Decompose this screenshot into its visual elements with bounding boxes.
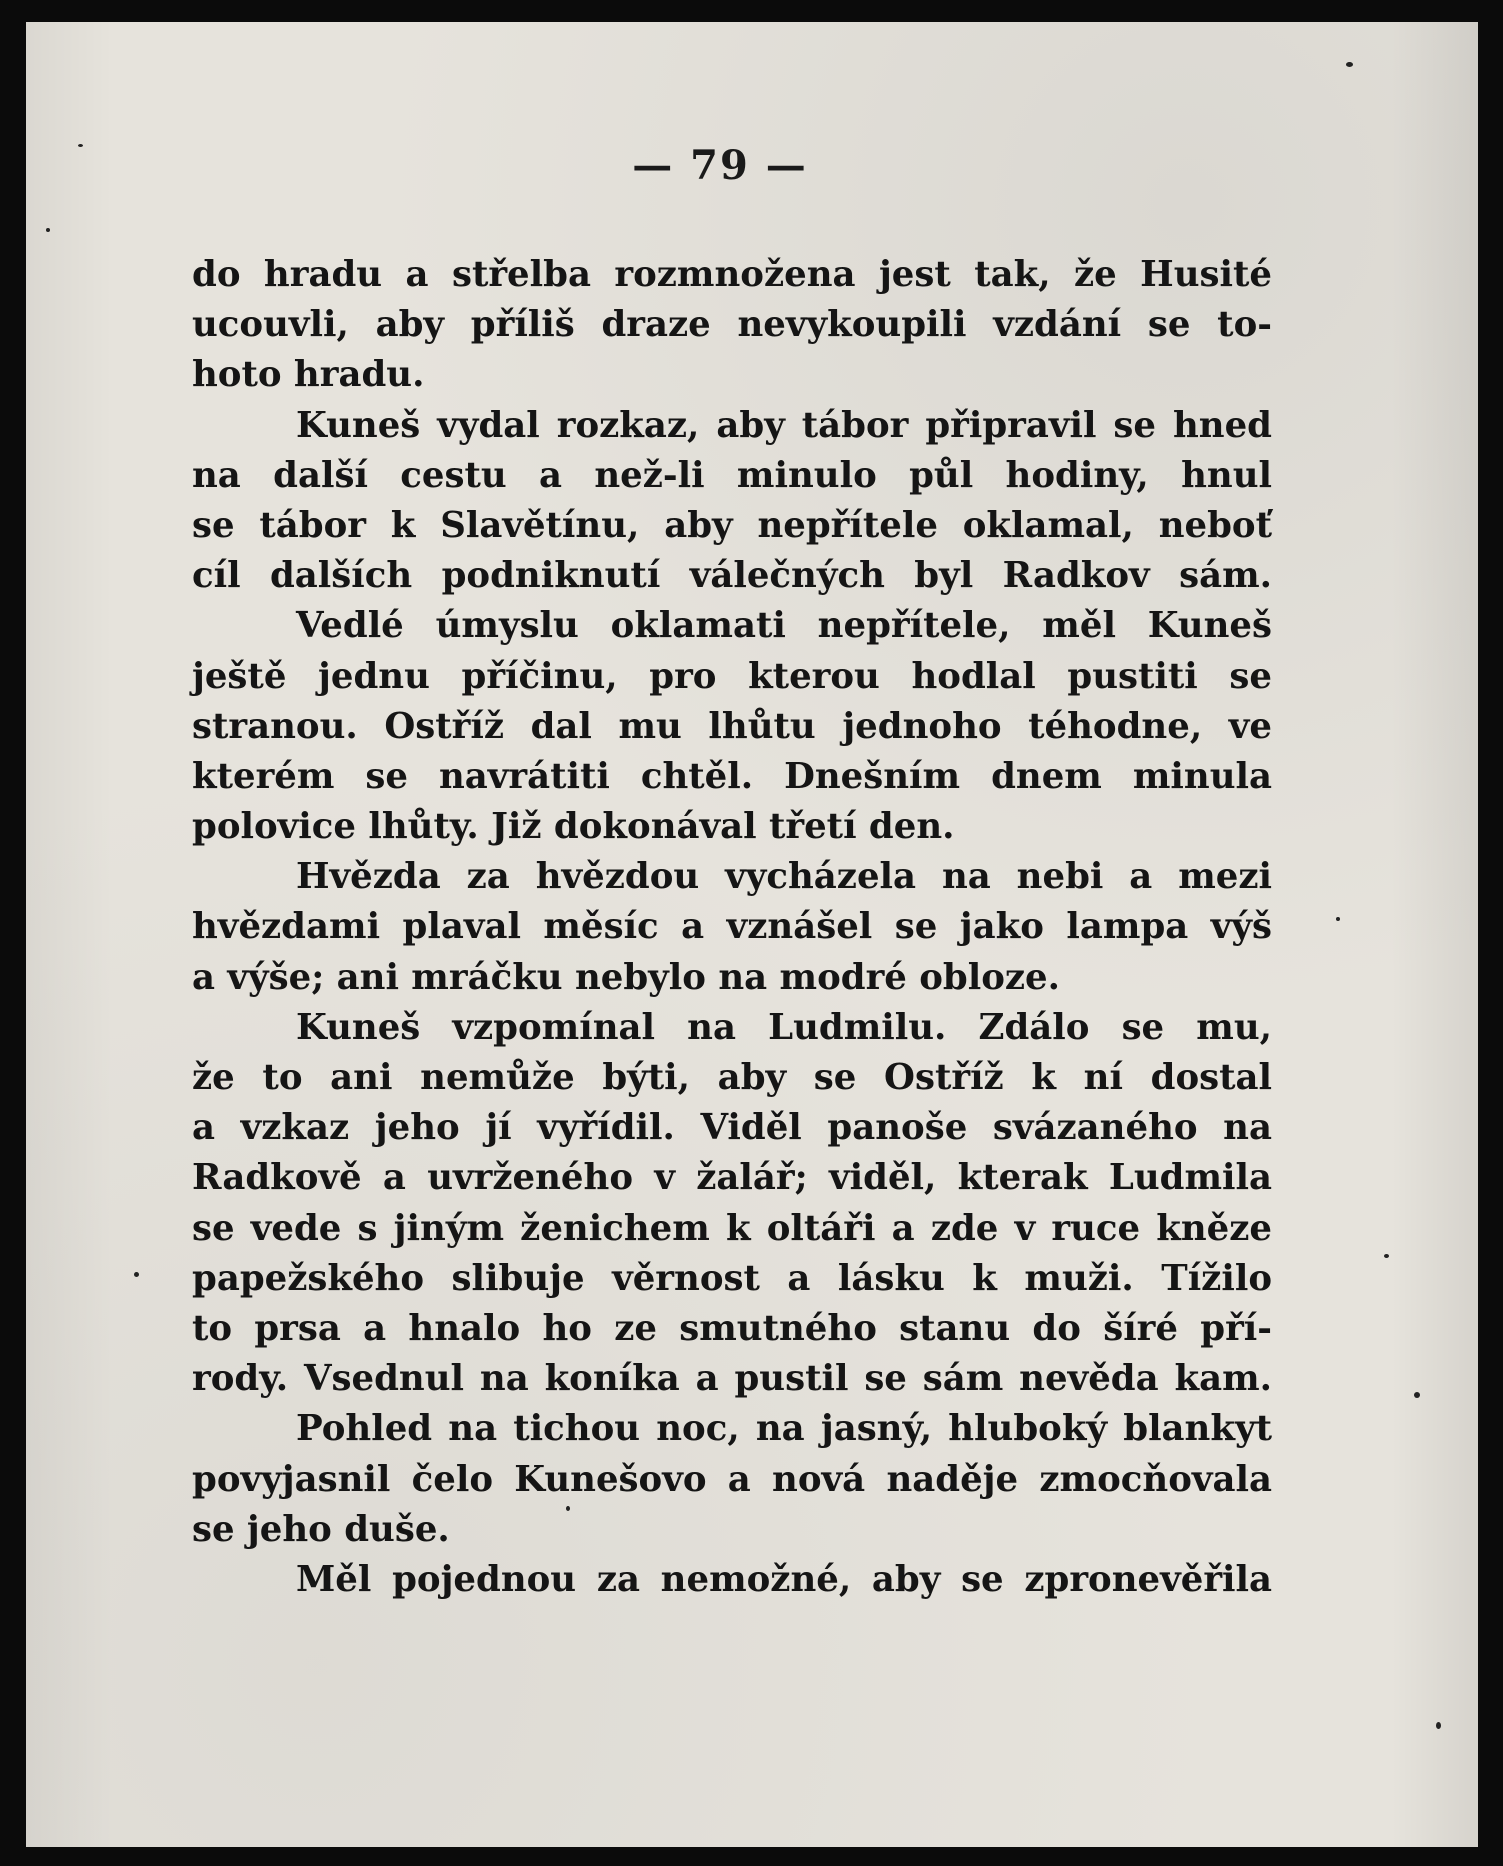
text-line: ucouvli, aby příliš draze nevykoupili vzdání se to- [192, 304, 1272, 346]
text-line: se vede s jiným ženichem k oltáři a zde v ruce kněze [192, 1207, 1272, 1249]
page-number: — 79 — [632, 142, 808, 189]
text-line: Pohled na tichou noc, na jasný, hluboký blankyt [296, 1408, 1272, 1450]
scan-speck [1414, 1392, 1420, 1398]
text-line: a výše; ani mráčku nebylo na modré obloze. [192, 956, 1060, 998]
text-line: že to ani nemůže býti, aby se Ostříž k ní dostal [192, 1057, 1272, 1098]
text-line: povyjasnil čelo Kunešovo a nová naděje zmocňovala [192, 1458, 1272, 1500]
text-line: cíl dalších podniknutí válečných byl Radkov sám. [192, 555, 1272, 597]
text-line: Kuneš vydal rozkaz, aby tábor připravil se hned [296, 404, 1272, 446]
text-line: ještě jednu příčinu, pro kterou hodlal pustiti se [192, 655, 1272, 697]
text-line: a vzkaz jeho jí vyřídil. Viděl panoše svázaného na [192, 1107, 1272, 1149]
book-page [26, 22, 1478, 1847]
scan-speck [134, 1272, 139, 1277]
text-line: se jeho duše. [192, 1508, 450, 1550]
scan-speck [46, 228, 50, 232]
text-line: polovice lhůty. Již dokonával třetí den. [192, 806, 955, 848]
text-line: hoto hradu. [192, 354, 425, 396]
text-line: Hvězda za hvězdou vycházela na nebi a mezi [296, 856, 1272, 898]
text-line: do hradu a střelba rozmnožena jest tak, že Husité [192, 254, 1272, 295]
scan-speck [1436, 1722, 1441, 1729]
text-line: Radkově a uvrženého v žalář; viděl, kterak Ludmila [192, 1157, 1272, 1199]
text-line: rody. Vsednul na koníka a pustil se sám nevěda kam. [192, 1358, 1272, 1400]
text-line: Vedlé úmyslu oklamati nepřítele, měl Kuneš [296, 605, 1272, 647]
text-line: se tábor k Slavětínu, aby nepřítele oklamal, neboť [192, 504, 1272, 546]
text-line: hvězdami plaval měsíc a vznášel se jako lampa výš [192, 906, 1272, 948]
text-line: na další cestu a než-li minulo půl hodiny, hnul [192, 454, 1272, 496]
text-line: Měl pojednou za nemožné, aby se zpronevěřila [296, 1558, 1272, 1600]
text-line: stranou. Ostříž dal mu lhůtu jednoho téhodne, ve [192, 705, 1272, 747]
text-line: papežského slibuje věrnost a lásku k muži. Tížilo [192, 1257, 1272, 1299]
text-line: to prsa a hnalo ho ze smutného stanu do šíré pří- [192, 1307, 1272, 1349]
text-line: kterém se navrátiti chtěl. Dnešním dnem minula [192, 755, 1272, 797]
scan-speck [1346, 62, 1353, 67]
scan-speck [1336, 917, 1340, 921]
body-text [192, 250, 1272, 1605]
text-line: Kuneš vzpomínal na Ludmilu. Zdálo se mu, [296, 1006, 1272, 1048]
scan-speck [1384, 1254, 1389, 1258]
